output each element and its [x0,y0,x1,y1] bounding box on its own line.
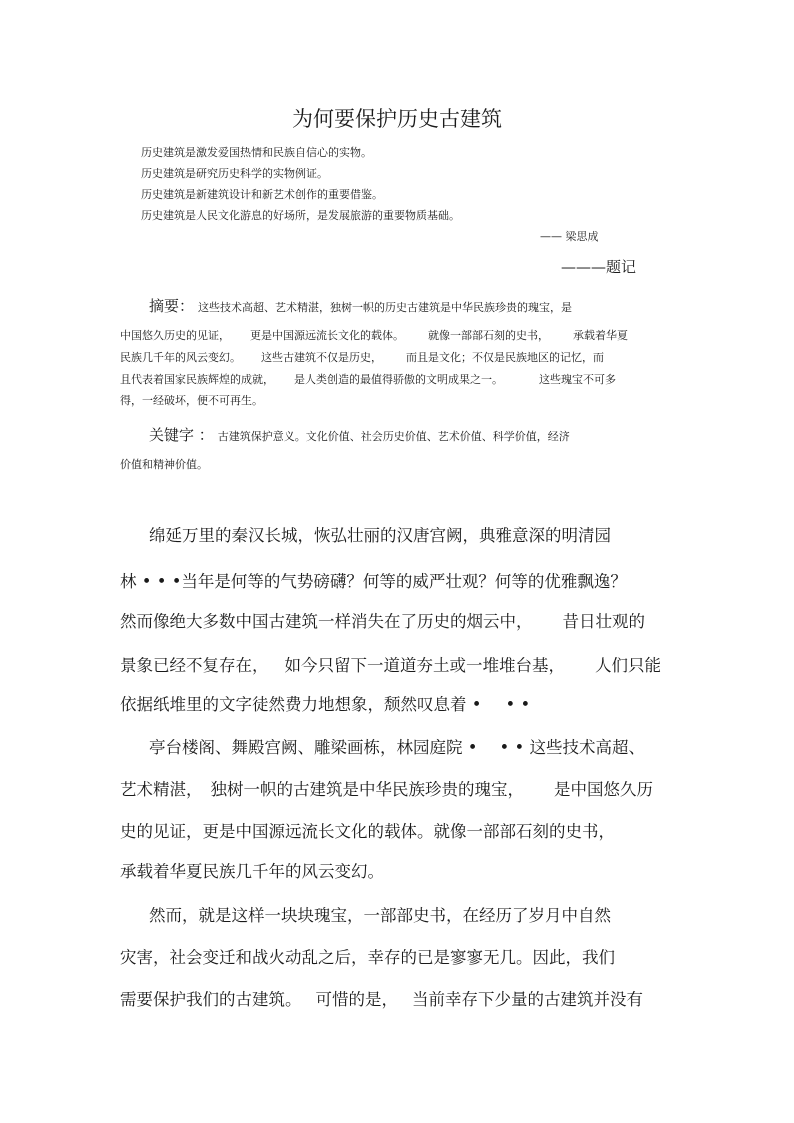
body-line: 景象已经不复存在， 如今只留下一道道夯土或一堆堆台基， 人们只能 [120,656,661,675]
body-line: 灾害，社会变迁和战火动乱之后，幸存的已是寥寥无几。因此，我们 [120,948,615,967]
abstract-text-line: 中国悠久历史的见证， 更是中国源远流长文化的载体。 就像一部部石刻的史书， 承载着华夏 [120,329,628,342]
epigraph-line: 历史建筑是人民文化游息的好场所，是发展旅游的重要物质基础。 [141,209,460,222]
epigraph-line: 历史建筑是新建筑设计和新艺术创作的重要借鉴。 [141,188,383,201]
epigraph-inscription: ———题记 [561,258,637,276]
abstract-text-line: 且代表着国家民族辉煌的成就， 是人类创造的最值得骄傲的文明成果之一。 这些瑰宝不可多 [120,373,616,386]
body-line: 承载着华夏民族几千年的风云变幻。 [120,862,384,881]
body-line: 然而像绝大多数中国古建筑一样消失在了历史的烟云中， 昔日壮观的 [120,612,645,631]
body-line: 绵延万里的秦汉长城，恢弘壮丽的汉唐宫阙，典雅意深的明清园 [149,526,611,545]
document-title: 为何要保护历史古建筑 [292,107,502,131]
body-line: 依据纸堆里的文字徒然费力地想象，颓然叹息着 • • • [120,695,531,714]
keywords-text-line: 价值和精神价值。 [120,458,208,471]
epigraph-attribution: —— 梁思成 [540,230,599,243]
body-line: 然而，就是这样一块块瑰宝，一部部史书，在经历了岁月中自然 [149,906,611,925]
epigraph-line: 历史建筑是激发爱国热情和民族自信心的实物。 [141,146,372,159]
body-line: 林 • • •当年是何等的气势磅礴？何等的威严壮观？何等的优雅飘逸？ [120,572,627,591]
abstract-text-line: 得，一经破坏，便不可再生。 [120,394,263,407]
body-line: 需要保护我们的古建筑。 可惜的是， 当前幸存下少量的古建筑并没有 [120,990,643,1009]
epigraph-line: 历史建筑是研究历史科学的实物例证。 [141,167,328,180]
body-line: 艺术精湛， 独树一帜的古建筑是中华民族珍贵的瑰宝， 是中国悠久历 [120,780,653,799]
body-line: 亭台楼阁、舞殿宫阙、雕梁画栋，林园庭院 • • • 这些技术高超、 [149,738,645,757]
abstract-label: 摘要： [149,297,195,315]
abstract-text-line: 民族几千年的风云变幻。 这些古建筑不仅是历史， 而且是文化；不仅是民族地区的记忆，而 [120,351,604,364]
body-line: 史的见证，更是中国源远流长文化的载体。就像一部部石刻的史书， [120,822,615,841]
keywords-text-line: 古建筑保护意义。文化价值、社会历史价值、艺术价值、科学价值，经济 [217,430,570,443]
keywords-label: 关键字 ： [149,426,214,444]
abstract-text-line: 这些技术高超、艺术精湛，独树一帜的历史古建筑是中华民族珍贵的瑰宝，是 [198,301,573,314]
